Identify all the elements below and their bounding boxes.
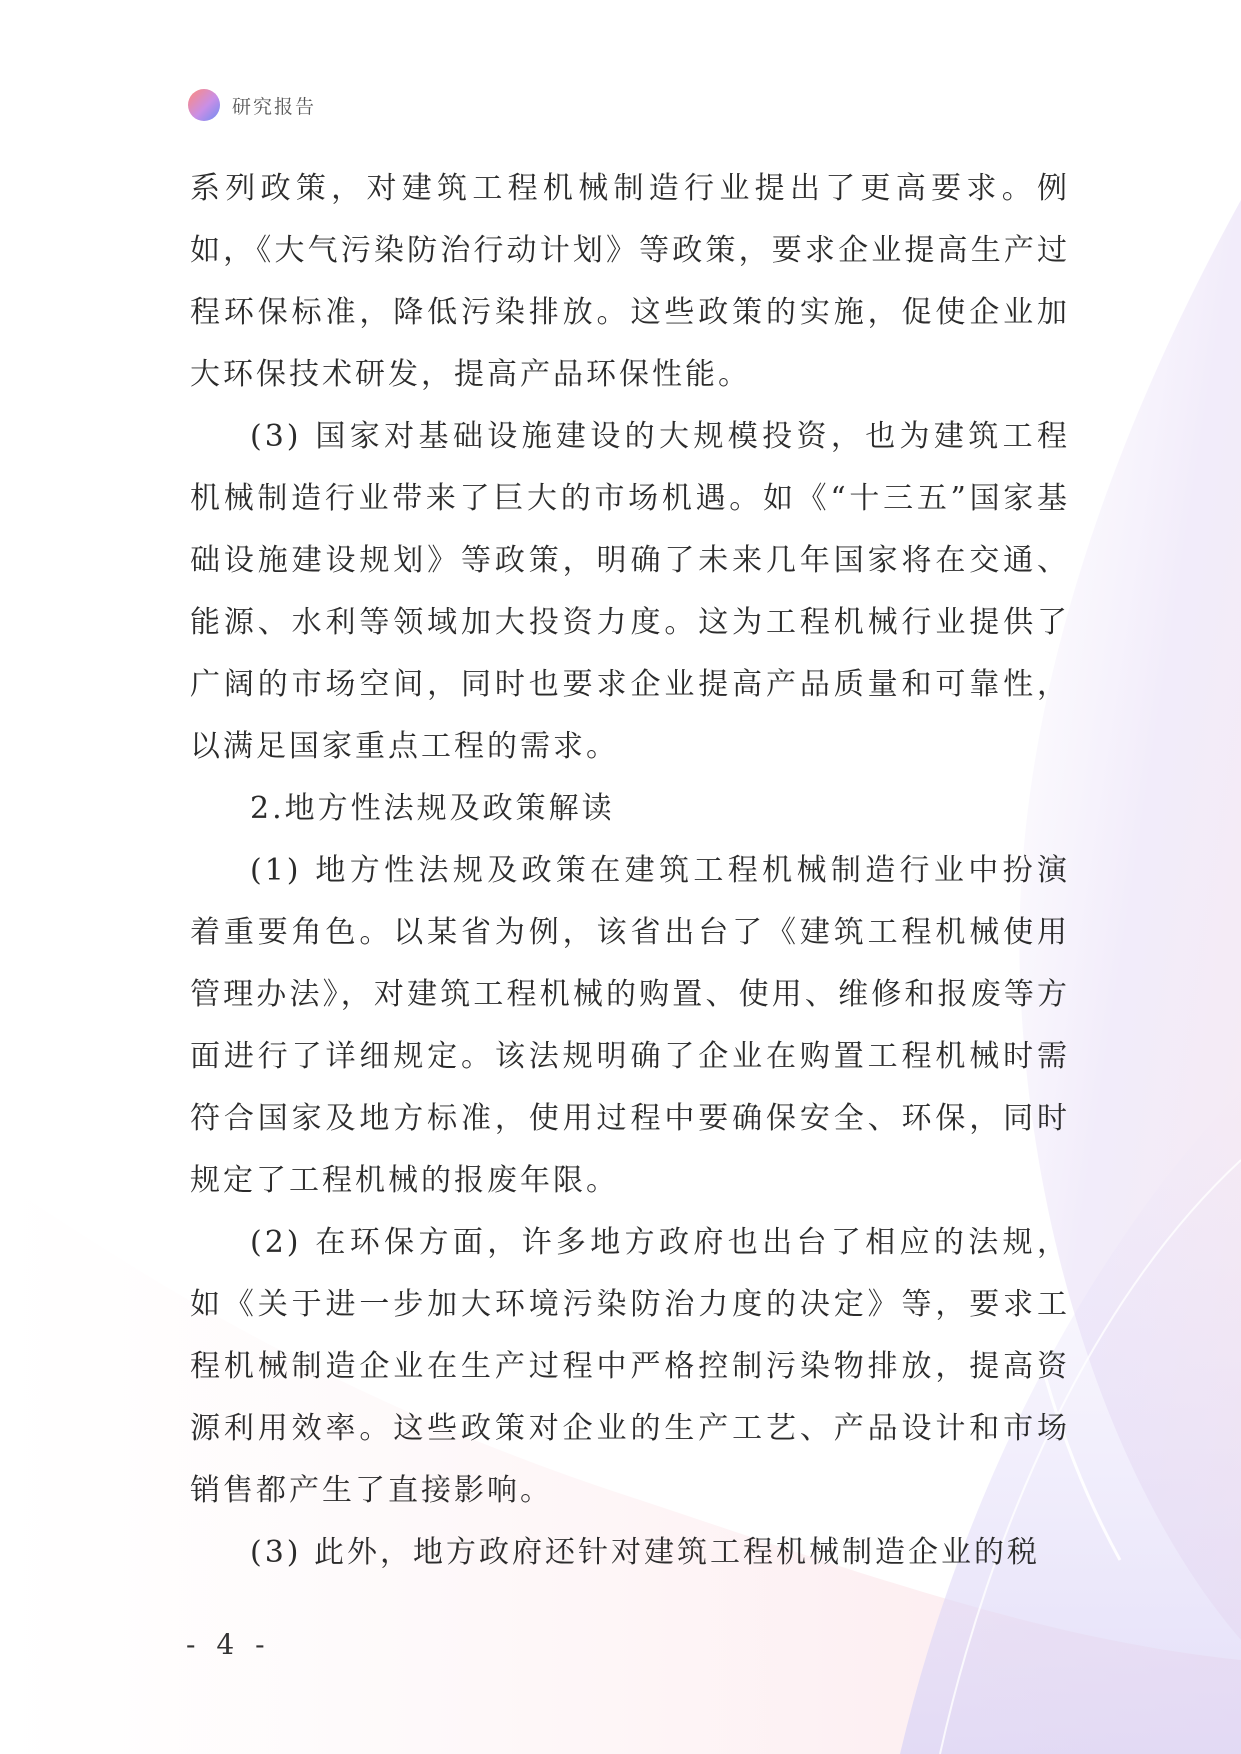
gradient-circle-logo-icon (188, 89, 220, 121)
header-title: 研究报告 (232, 95, 317, 118)
section-heading-local-regulations: 2.地方性法规及政策解读 (250, 791, 615, 826)
paragraph-2-environment: (2) 在环保方面，许多地方政府也出台了相应的法规，如《关于进一步加大环境污染防治力度的决定》等，要求工程机械制造企业在生产过程中严格控制污染物排放，提高资源利用效率。这些政策对企业的生产工艺、产品设计和市场销售都产生了直接影响。 (190, 1225, 1070, 1508)
page-number: - 4 - (186, 1628, 271, 1661)
document-body (190, 158, 1070, 1584)
paragraph-3-infrastructure: (3) 国家对基础设施建设的大规模投资，也为建筑工程机械制造行业带来了巨大的市场机遇。如《“十三五”国家基础设施建设规划》等政策，明确了未来几年国家将在交通、能源、水利等领域加大投资力度。这为工程机械行业提供了广阔的市场空间，同时也要求企业提高产品质量和可靠性，以满足国家重点工程的需求。 (190, 419, 1070, 764)
page-header (188, 88, 316, 122)
paragraph-3-tax: (3) 此外，地方政府还针对建筑工程机械制造企业的税 (250, 1535, 1041, 1570)
paragraph-1-local-regulations: (1) 地方性法规及政策在建筑工程机械制造行业中扮演着重要角色。以某省为例，该省出台了《建筑工程机械使用管理办法》，对建筑工程机械的购置、使用、维修和报废等方面进行了详细规定。该法规明确了企业在购置工程机械时需符合国家及地方标准，使用过程中要确保安全、环保，同时规定了工程机械的报废年限。 (190, 853, 1070, 1198)
paragraph-continuation: 系列政策，对建筑工程机械制造行业提出了更高要求。例如，《大气污染防治行动计划》等政策，要求企业提高生产过程环保标准，降低污染排放。这些政策的实施，促使企业加大环保技术研发，提高产品环保性能。 (190, 171, 1070, 392)
